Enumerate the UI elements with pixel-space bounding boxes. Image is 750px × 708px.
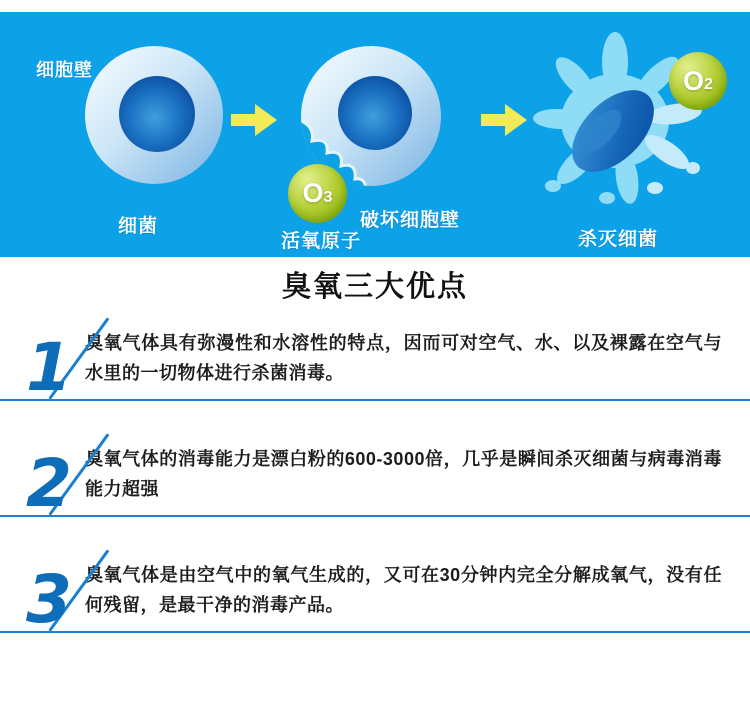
o2-molecule-icon — [669, 52, 727, 110]
section-title: 臭氧三大优点 — [281, 271, 468, 303]
o3-subscript: 3 — [323, 188, 333, 206]
cell-wall-label: 细胞壁 — [36, 60, 93, 80]
bottom-whitespace — [0, 633, 750, 696]
active-oxygen-label: 活氧原子 — [281, 231, 362, 252]
item-text: 臭氧气体是由空气中的氧气生成的，又可在30分钟内完全分解成氧气，没有任何残留，是最干净的消毒产品。 — [85, 565, 722, 615]
item-text: 臭氧气体的消毒能力是漂白粉的600-3000倍，几乎是瞬间杀灭细菌与病毒消毒能力超强 — [85, 449, 722, 499]
advantage-item-3 — [0, 517, 750, 638]
o2-subscript: 2 — [704, 76, 713, 93]
advantage-item-1 — [0, 305, 750, 406]
arrow-right-icon — [231, 104, 279, 136]
ozone-infographic-page — [0, 12, 750, 708]
kill-bacteria-label: 杀灭细菌 — [578, 229, 659, 250]
bacteria-label: 细菌 — [118, 216, 159, 237]
ozone-process-diagram — [0, 12, 750, 257]
advantages-section — [0, 269, 750, 696]
item-text: 臭氧气体具有弥漫性和水溶性的特点，因而可对空气、水、以及裸露在空气与水里的一切物体进行杀菌消毒。 — [85, 333, 722, 383]
o2-symbol: O — [683, 65, 705, 96]
bacteria-cell-icon — [84, 45, 224, 185]
o3-symbol: O — [302, 178, 324, 208]
item-number: 3 — [26, 561, 72, 638]
advantage-item-2 — [0, 401, 750, 522]
item-number: 1 — [26, 329, 72, 406]
o3-molecule-icon — [288, 164, 347, 223]
item-number: 2 — [26, 445, 72, 522]
destroy-cell-wall-label: 破坏细胞壁 — [360, 210, 461, 231]
